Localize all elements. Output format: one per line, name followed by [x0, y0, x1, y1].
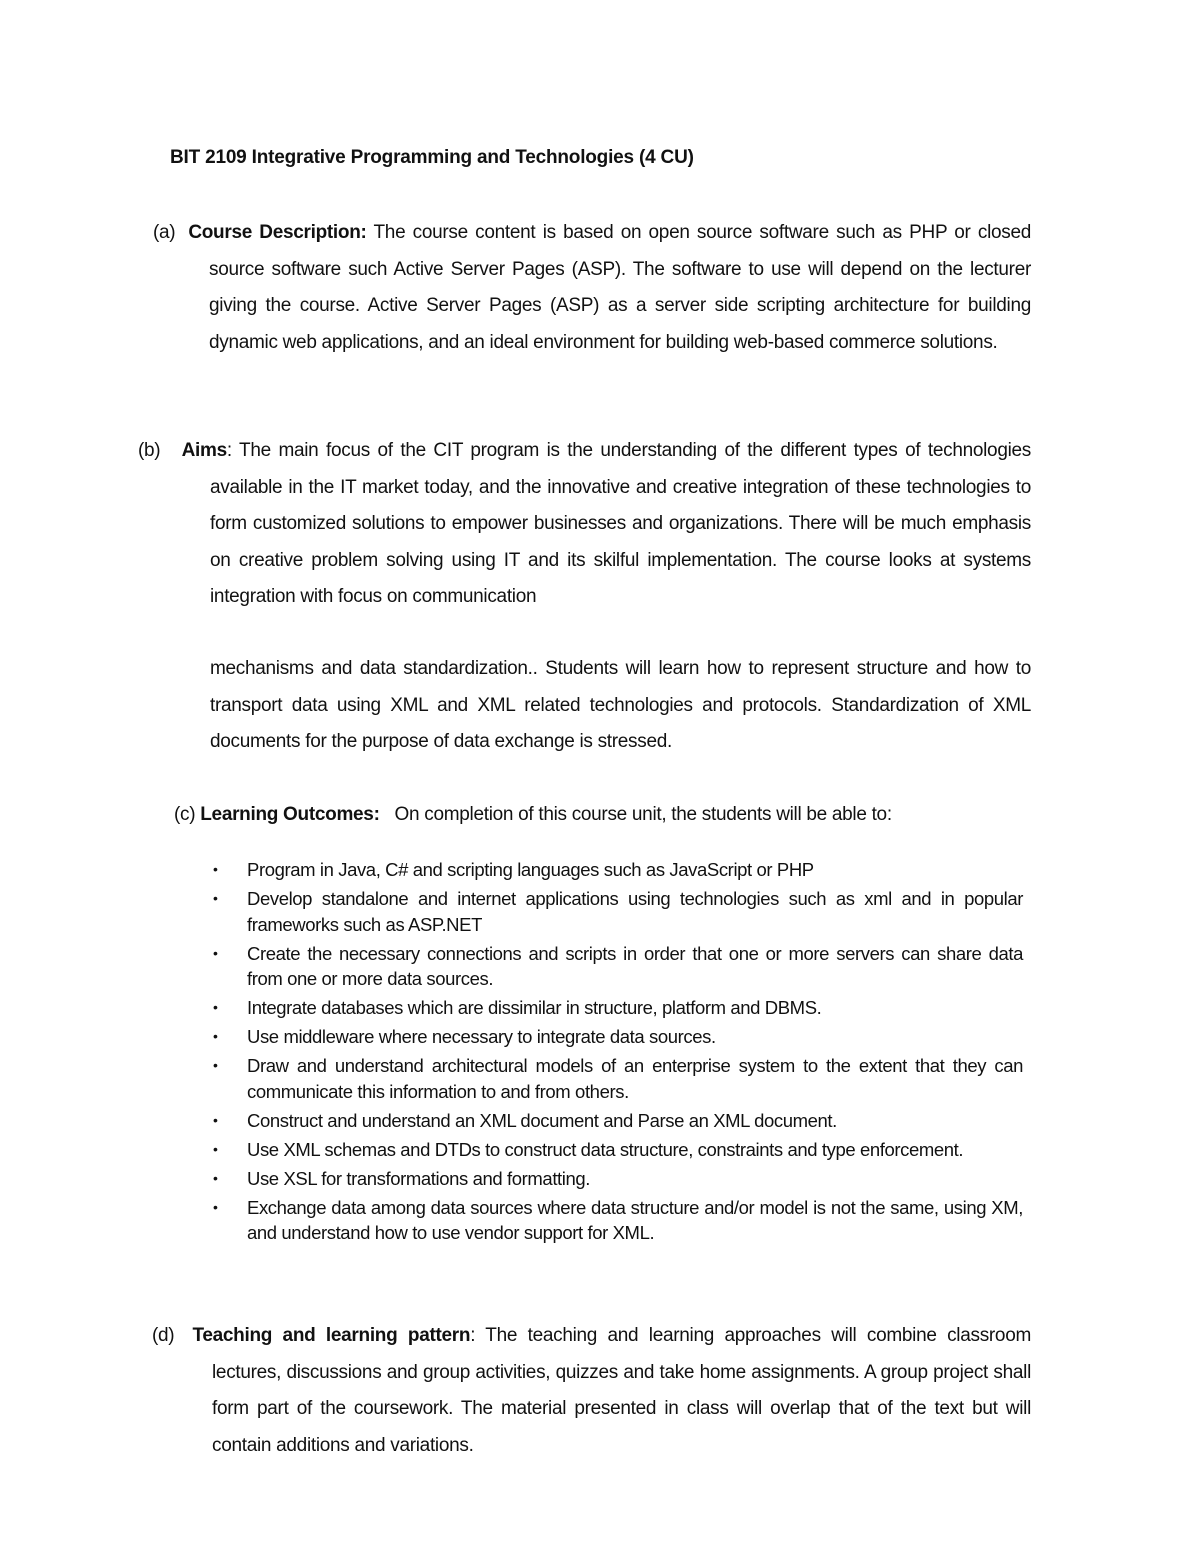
list-item: • Use XSL for transformations and formatting. [213, 1166, 1023, 1192]
bullet-icon: • [213, 944, 218, 961]
section-text: : The teaching and learning approaches will combine classroom lectures, discussions and group activities, quizzes and take home assignments. A group project shall form part of the coursework. The material presented in class will overlap that of the text but will contain additions and variations. [212, 1325, 1031, 1456]
list-item: • Use XML schemas and DTDs to construct data structure, constraints and type enforcement. [213, 1137, 1023, 1163]
list-item: • Program in Java, C# and scripting languages such as JavaScript or PHP [213, 857, 1023, 883]
list-item: • Construct and understand an XML document and Parse an XML document. [213, 1108, 1023, 1134]
section-course-description: (a) Course Description: The course content is based on open source software such as PHP or closed source software such Active Server Pages (ASP). The software to use will depend on the lecturer giving the course. Active Server Pages (ASP) as a server side scripting architecture for building dynamic web applications, and an ideal environment for building web-based commerce solutions. [153, 222, 1031, 353]
bullet-icon: • [213, 1198, 218, 1215]
bullet-icon: • [213, 861, 218, 877]
list-item: • Exchange data among data sources where data structure and/or model is not the same, using XM, and understand how to use vendor support for XML. [213, 1196, 1023, 1243]
section-label: Course Description: [188, 222, 367, 243]
section-text: The course content is based on open source software such as PHP or closed source software such Active Server Pages (ASP). The software to use will depend on the lecturer giving the course. Active Server Pages (ASP) as a server side scripting architecture for building dynamic web applications, and an ideal environment for building web-based commerce solutions. [209, 222, 1031, 353]
section-label: Teaching and learning pattern [192, 1325, 471, 1346]
course-title: BIT 2109 Integrative Programming and Technologies (4 CU) [170, 147, 694, 168]
outcomes-list [213, 857, 1023, 1249]
section-aims-continued [210, 651, 1031, 761]
bullet-icon: • [213, 890, 218, 906]
bullet-icon: • [213, 1111, 218, 1128]
list-item: • Create the necessary connections and scripts in order that one or more servers can share data from one or more data sources. [213, 942, 1023, 989]
section-label: Aims [181, 440, 227, 461]
section-label: Learning Outcomes: [200, 804, 380, 825]
section-intro: On completion of this course unit, the students will be able to: [394, 804, 892, 825]
bullet-icon: • [213, 1028, 218, 1044]
list-item: • Integrate databases which are dissimilar in structure, platform and DBMS. [213, 995, 1023, 1021]
section-aims: (b) Aims: The main focus of the CIT program is the understanding of the different types of technologies available in the IT market today, and the innovative and creative integration of these technologies to form customized solutions to empower businesses and organizations. There will be much emphasis on creative problem solving using IT and its skilful implementation. The course looks at systems integration with focus on communication [138, 440, 1031, 607]
section-teaching-pattern: (d) Teaching and learning pattern: The teaching and learning approaches will combine classroom lectures, discussions and group activities, quizzes and take home assignments. A group project shall form part of the coursework. The material presented in class will overlap that of the text but will contain additions and variations. [152, 1325, 1031, 1456]
bullet-icon: • [213, 1169, 218, 1186]
section-learning-outcomes [174, 802, 1031, 828]
section-text: : The main focus of the CIT program is the understanding of the different types of technologies available in the IT market today, and the innovative and creative integration of these technologies to form customized solutions to empower businesses and organizations. There will be much emphasis on creative problem solving using IT and its skilful implementation. The course looks at systems integration with focus on communication [210, 440, 1031, 607]
list-item: • Use middleware where necessary to integrate data sources. [213, 1024, 1023, 1050]
bullet-icon: • [213, 1057, 218, 1073]
section-marker: (c) [174, 804, 196, 825]
section-text: mechanisms and data standardization.. Students will learn how to represent structure and how to transport data using XML and XML related technologies and protocols. Standardization of XML documents for the purpose of data exchange is stressed. [210, 658, 1031, 752]
list-item: • Draw and understand architectural models of an enterprise system to the extent that they can communicate this information to and from others. [213, 1055, 1023, 1102]
list-item: • Develop standalone and internet applications using technologies such as xml and in popular frameworks such as ASP.NET [213, 888, 1023, 935]
bullet-icon: • [213, 999, 218, 1015]
bullet-icon: • [213, 1140, 218, 1157]
